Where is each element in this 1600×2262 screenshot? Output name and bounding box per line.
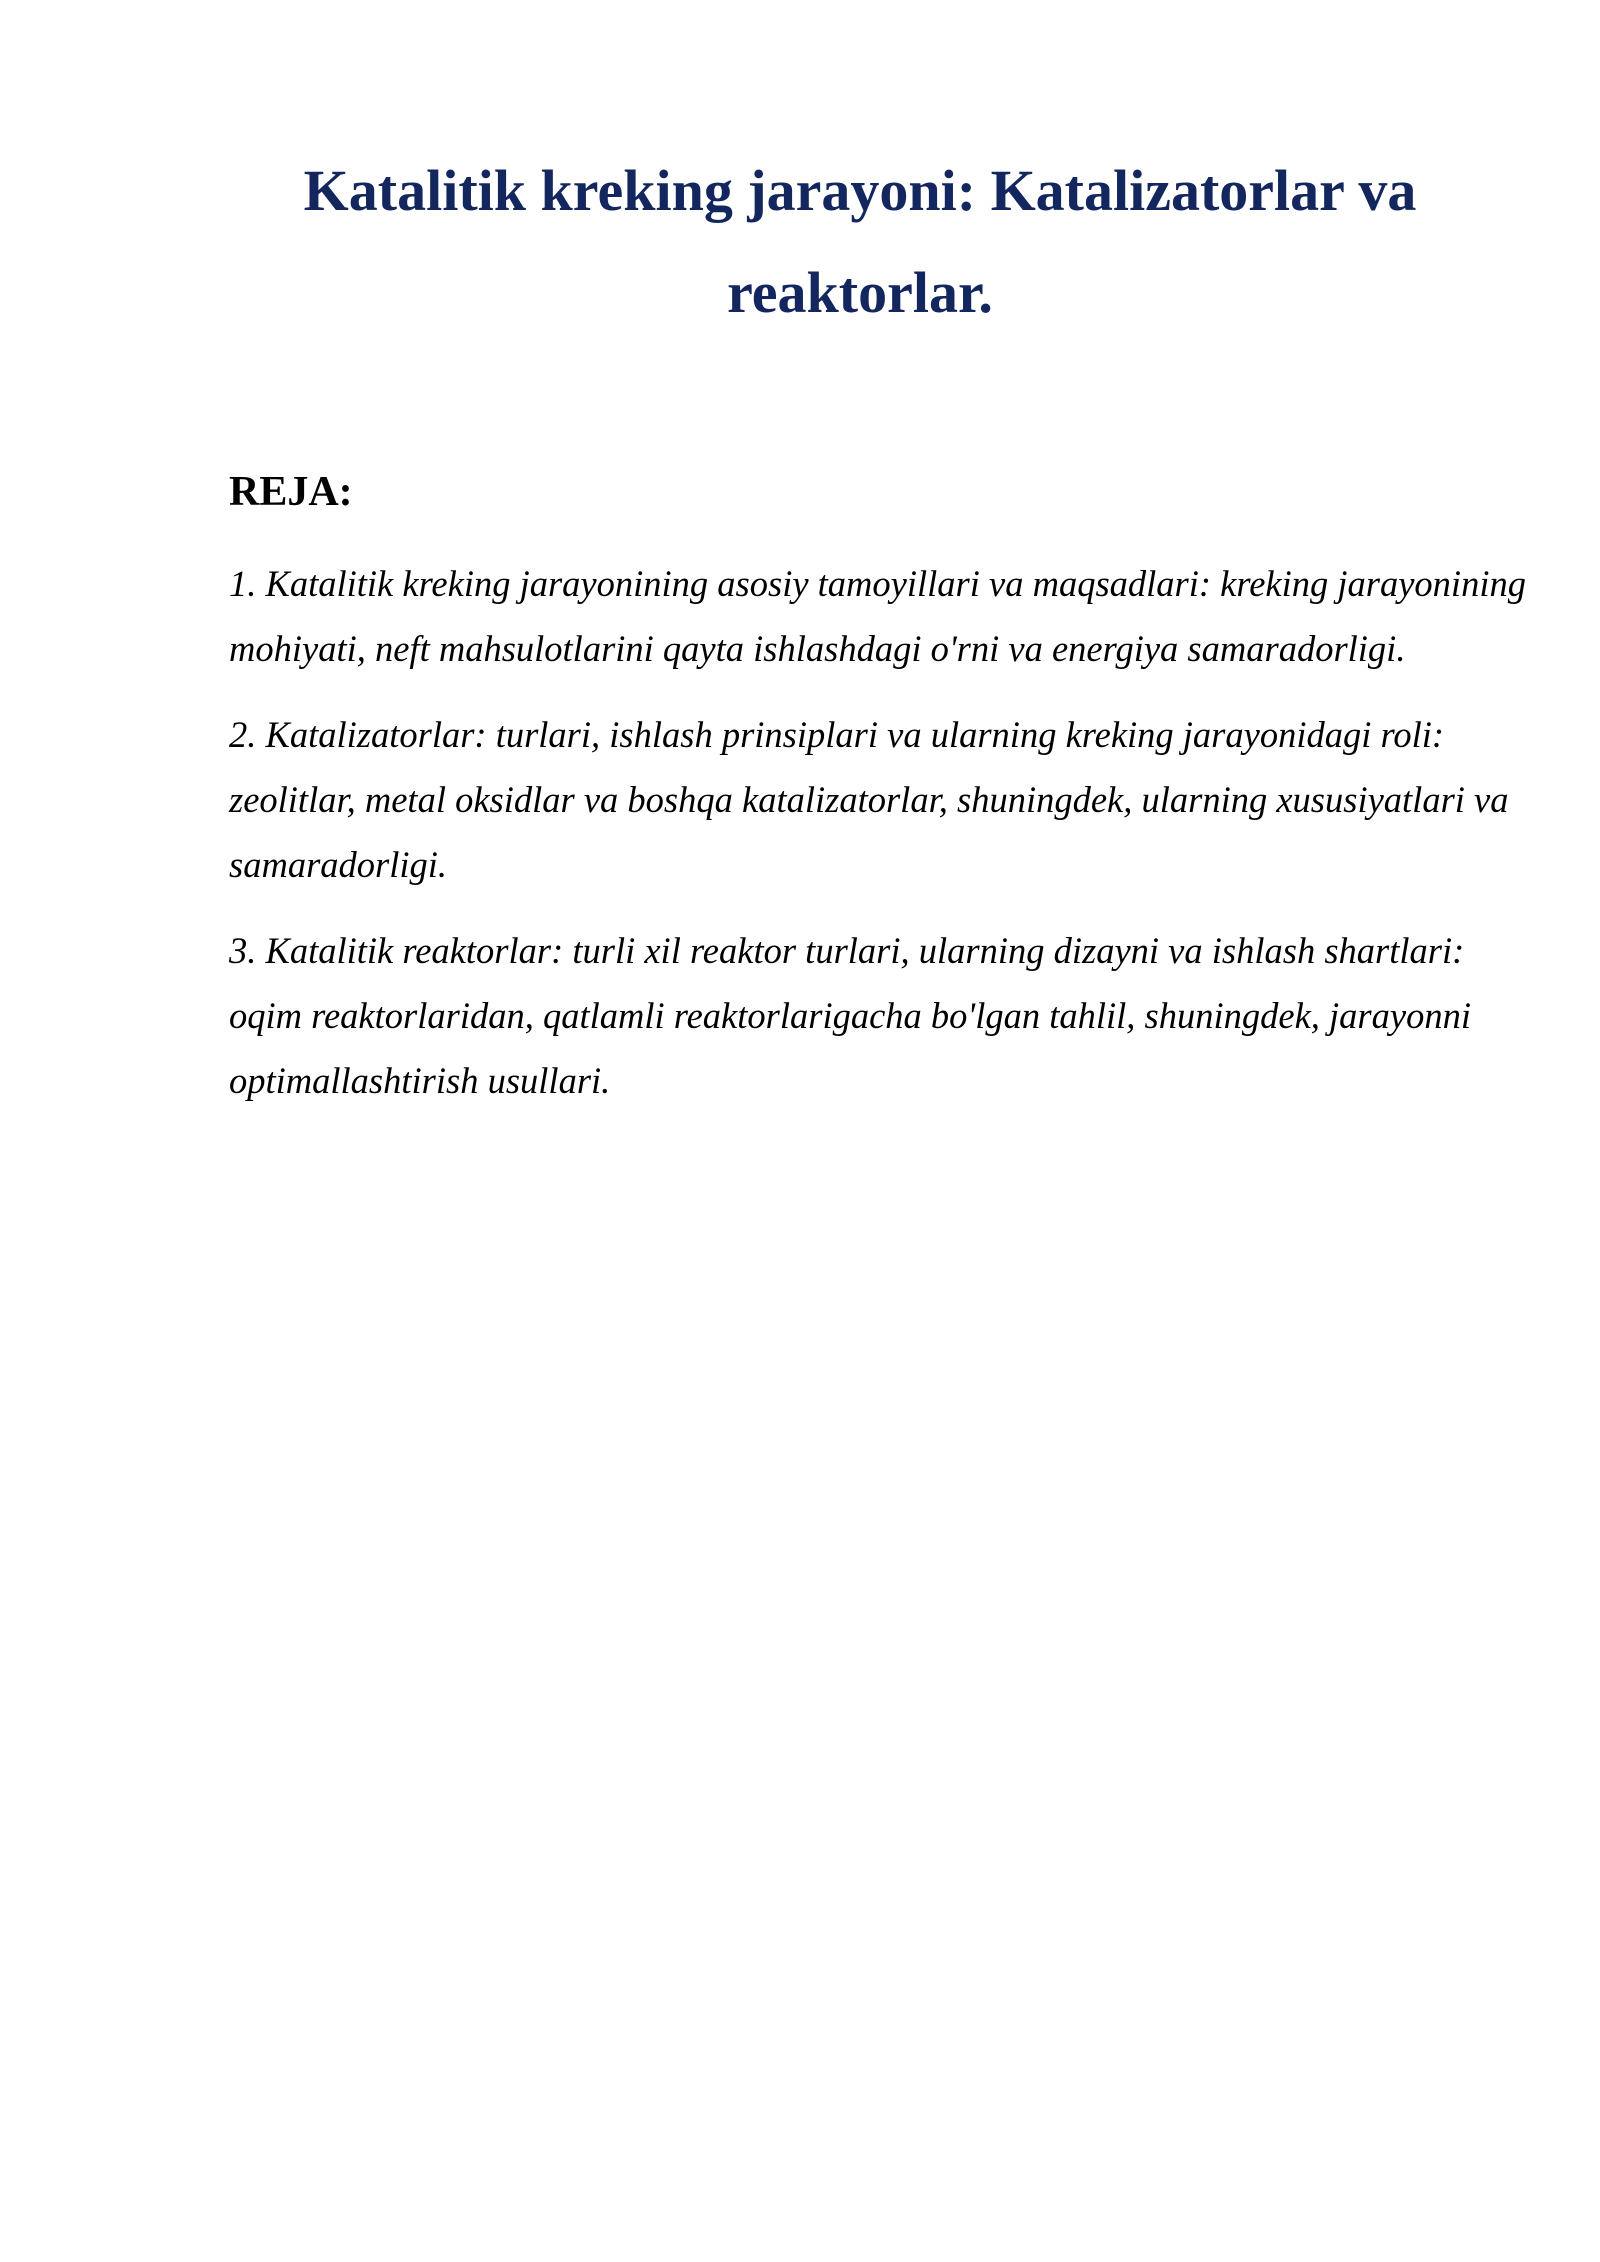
plan-item-1: 1. Katalitik kreking jarayonining asosiy tamoyillari va maqsadlari: kreking jarayonining mohiyati, neft mahsulotlarini qayta ishlashdagi o'rni va energiya samaradorligi. bbox=[229, 563, 1526, 669]
plan-list bbox=[229, 551, 1529, 1134]
plan-item-3: 3. Katalitik reaktorlar: turli xil reaktor turlari, ularning dizayni va ishlash shartlari: oqim reaktorlaridan, qatlamli reaktorlarigacha bo'lgan tahlil, shuningdek, jarayonni optimallashtirish usullari. bbox=[229, 930, 1471, 1101]
plan-heading: REJA: bbox=[229, 469, 353, 515]
plan-item-2: 2. Katalizatorlar: turlari, ishlash prinsiplari va ularning kreking jarayonidagi roli: zeolitlar, metal oksidlar va boshqa katalizatorlar, shuningdek, ularning xususiyatlari va samaradorligi. bbox=[229, 714, 1509, 885]
document-title: Katalitik kreking jarayoni: Katalizatorlar va reaktorlar. bbox=[303, 158, 1417, 325]
